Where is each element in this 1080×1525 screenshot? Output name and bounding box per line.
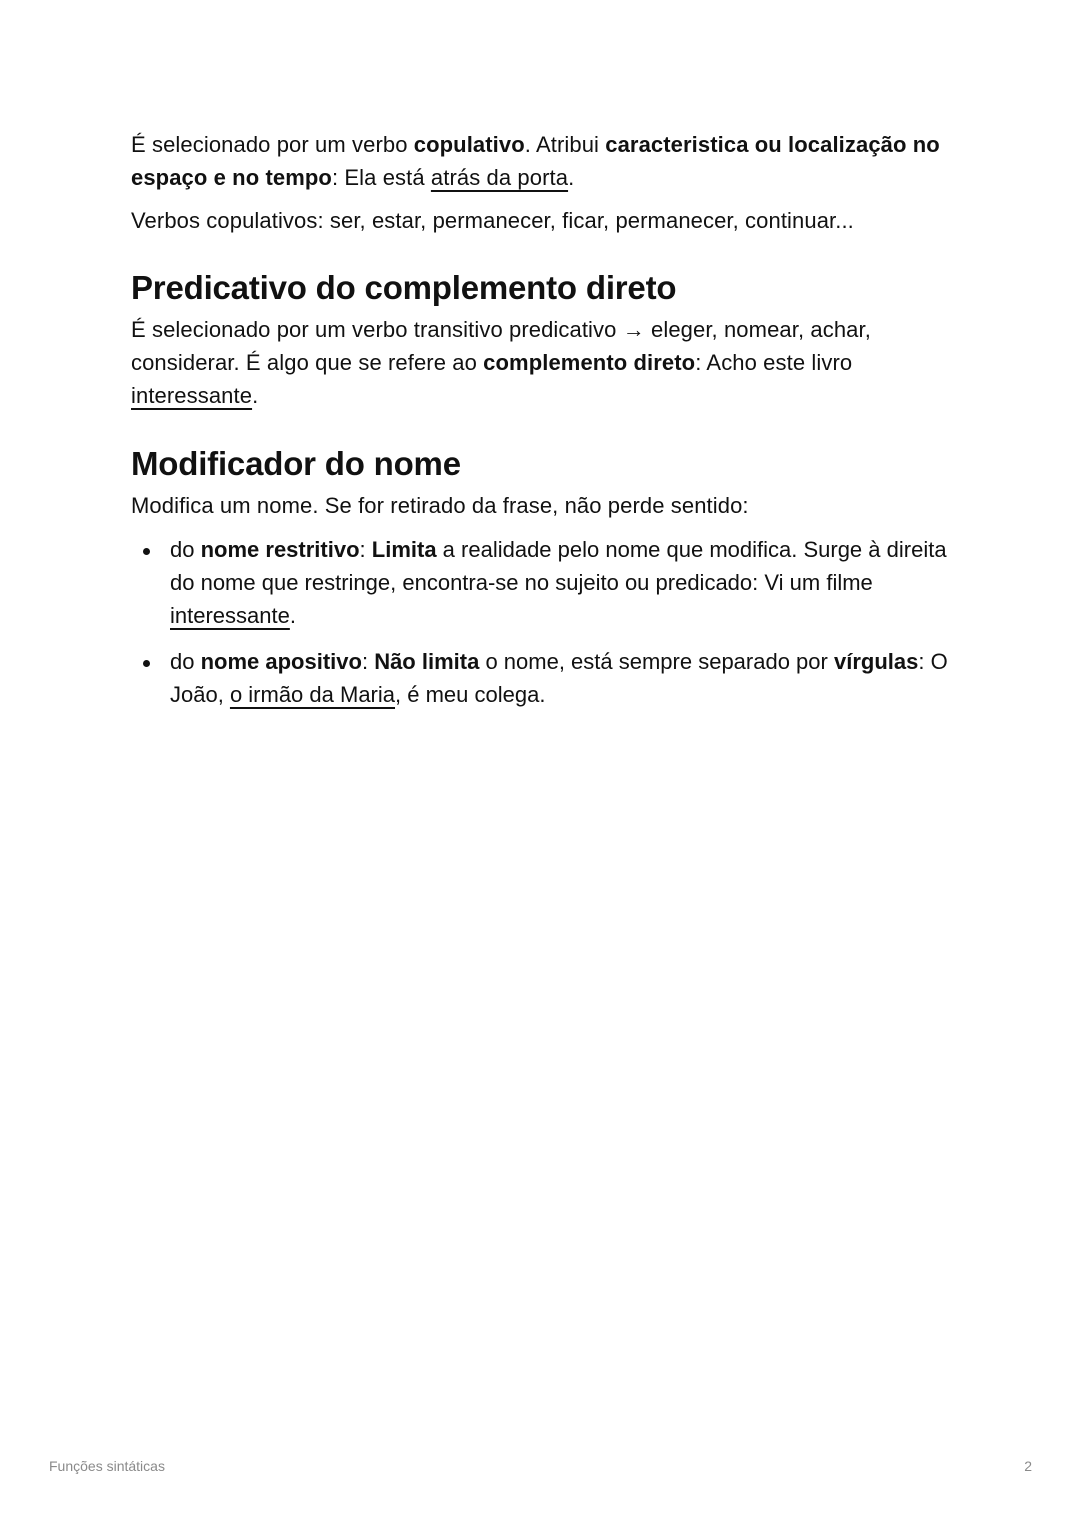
underlined-example: atrás da porta bbox=[430, 165, 569, 190]
modificador-list bbox=[131, 533, 961, 711]
text: . Atribui bbox=[524, 132, 606, 157]
list-item-restritivo bbox=[131, 533, 961, 632]
text: do bbox=[170, 649, 201, 674]
underlined-example: interessante bbox=[170, 603, 290, 628]
text: . bbox=[289, 603, 296, 628]
bullet-icon bbox=[143, 660, 150, 667]
text: . bbox=[568, 165, 575, 190]
copulativo-verbs-list: Verbos copulativos: ser, estar, permanecer, ficar, permanecer, continuar... bbox=[131, 208, 854, 233]
footer-page-number: 2 bbox=[1024, 1458, 1032, 1474]
bold-term: copulativo bbox=[413, 132, 525, 157]
predicativo-definition bbox=[131, 313, 961, 412]
text: . bbox=[252, 383, 259, 408]
text: : Acho este livro bbox=[695, 350, 853, 375]
page-content bbox=[131, 128, 961, 724]
text: : bbox=[361, 649, 375, 674]
underlined-example: o irmão da Maria bbox=[229, 682, 396, 707]
heading-modificador: Modificador do nome bbox=[131, 445, 461, 482]
bold-term: Limita bbox=[371, 537, 437, 562]
bold-term: vírgulas bbox=[833, 649, 919, 674]
bullet-icon bbox=[143, 548, 150, 555]
bold-term: caracteristica ou localização no espaço e no tempo bbox=[131, 132, 940, 190]
text: : Ela está bbox=[331, 165, 431, 190]
text: É selecionado por um verbo transitivo predicativo → eleger, nomear, achar, considerar. É algo que se refere ao bbox=[131, 317, 871, 375]
modificador-intro: Modifica um nome. Se for retirado da frase, não perde sentido: bbox=[131, 493, 749, 518]
underlined-example: interessante bbox=[131, 383, 253, 408]
copulativo-definition bbox=[131, 128, 961, 194]
text: do bbox=[170, 537, 201, 562]
text: , é meu colega. bbox=[395, 682, 546, 707]
bold-term: complemento direto bbox=[483, 350, 696, 375]
text: o nome, está sempre separado por bbox=[479, 649, 834, 674]
footer-document-title: Funções sintáticas bbox=[49, 1458, 165, 1474]
list-item-apositivo bbox=[131, 645, 961, 711]
text: a realidade pelo nome que modifica. Surge à direita do nome que restringe, encontra-se no sujeito ou predicado: Vi um filme bbox=[170, 537, 947, 595]
heading-predicativo: Predicativo do complemento direto bbox=[131, 269, 677, 306]
text: : O João, bbox=[170, 649, 948, 707]
text: : bbox=[359, 537, 372, 562]
text: É selecionado por um verbo bbox=[131, 132, 414, 157]
bold-term: nome restritivo bbox=[200, 537, 360, 562]
bold-term: nome apositivo bbox=[200, 649, 362, 674]
bold-term: Não limita bbox=[374, 649, 480, 674]
